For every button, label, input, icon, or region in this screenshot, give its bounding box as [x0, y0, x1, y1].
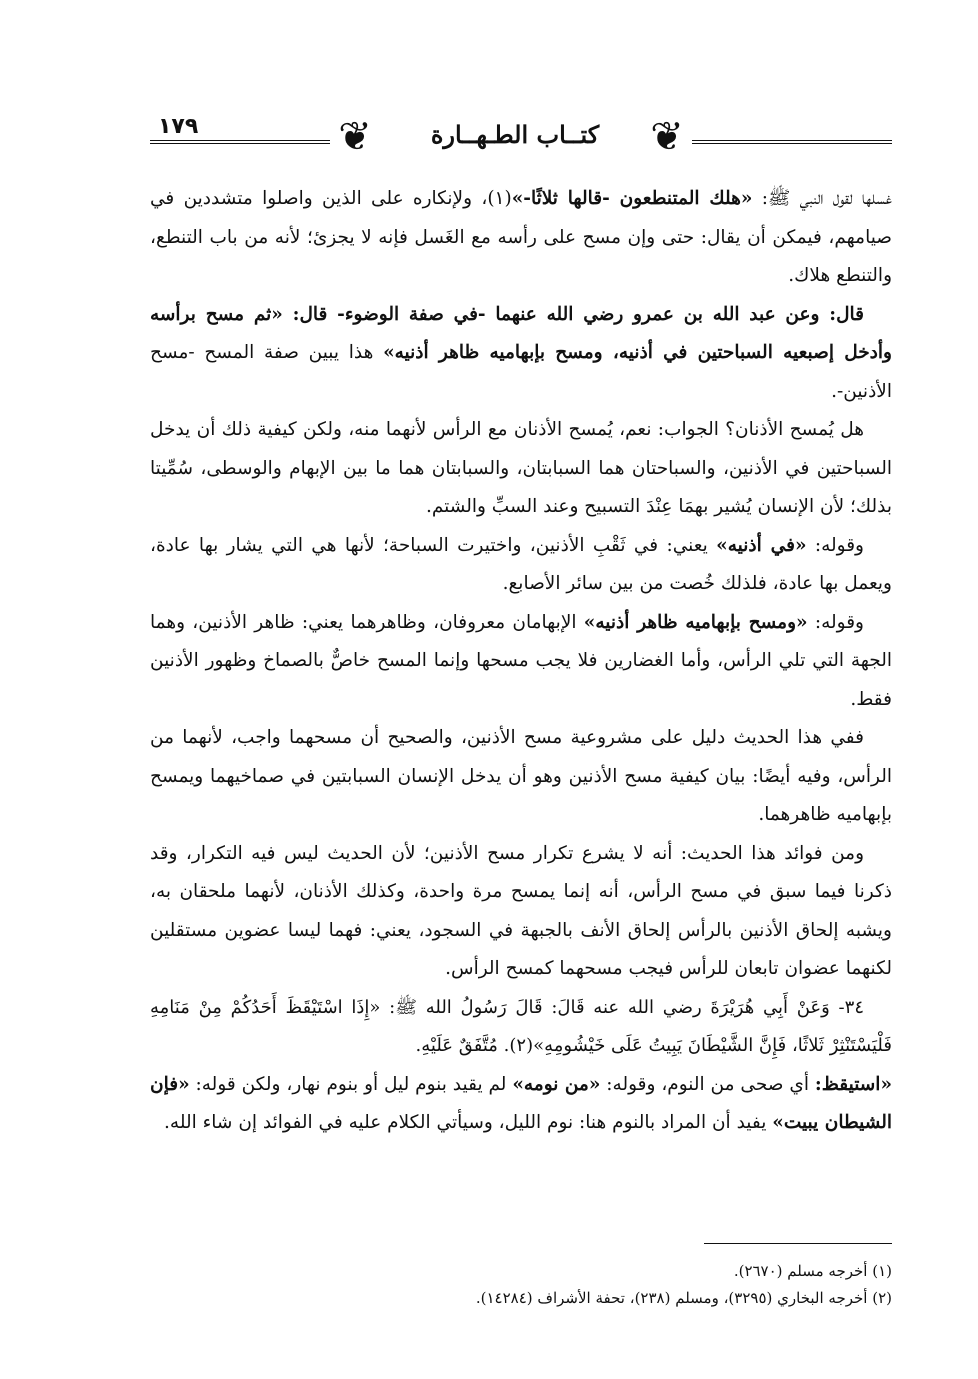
- body-paragraph: [150, 719, 892, 835]
- book-title: كتــاب الطـهــارة: [430, 120, 600, 149]
- header-rule-right: [692, 140, 892, 144]
- body-paragraph: [150, 527, 892, 604]
- paragraph-text: ٣٤- وَعَنْ أَبِي هُرَيْرَةَ رضي الله عنه قَالَ: قَالَ رَسُولُ الله ﷺ: «إِذَا اسْتَيْقَظَ أَحَدُكُمْ مِنْ مَنَامِهِ فَلْيَسْتَنْثِرْ ثَلاثًا، فَإِنَّ الشَّيْطَانَ يَبِيتُ عَلَى خَيْشُومِهِ»(٢). مُتَّفَقٌ عَلَيْهِ.: [150, 996, 892, 1056]
- paragraph-text: هل يُمسح الأذنان؟ الجواب: نعم، يُمسح الأذنان مع الرأس لأنهما منه، ولكن كيفية ذلك أن يدخل السباحتين في الأذنين، والسباحتان هما السبابتان، والسبابتان هما ما بين الإبهام والوسطى، سُمِّيتا بذلك؛ لأن الإنسان يُشير بهمَا عِنْدَ التسبيح وعند السبِّ والشتم.: [150, 419, 892, 517]
- footnotes: [150, 1258, 892, 1312]
- paragraph-text: لم يقيد بنوم ليل أو بنوم نهار، ولكن قوله:: [189, 1073, 513, 1095]
- page-number: ١٧٩: [158, 114, 199, 139]
- header-rule-left: [150, 140, 330, 144]
- body-paragraph: [150, 411, 892, 527]
- quoted-text: قال: وعن عبد الله بن عمرو رضي الله عنهما -في صفة الوضوء- قال: «ثم مسح برأسه وأدخل إصبعيه السباحتين في أذنيه، ومسح بإبهاميه ظاهر أذنيه»: [150, 303, 892, 363]
- paragraph-text: يفيد أن المراد بالنوم هنا: نوم الليل، وسيأتي الكلام عليه في الفوائد إن شاء الله.: [164, 1112, 773, 1133]
- paragraph-text: الإبهامان معروفان، وظاهرهما يعني: ظاهر الأذنين، وهما الجهة التي تلي الرأس، وأما الغضارين فلا يجب مسحها وإنما المسح خاصٌّ بالصماخ وظهور الأذنين فقط.: [150, 611, 892, 710]
- paragraph-text: وقوله:: [807, 611, 864, 633]
- quoted-text: «ومسح بإبهاميه ظاهر أذنيه»: [583, 611, 808, 633]
- quoted-text: «استيقظ:: [814, 1073, 893, 1095]
- body-paragraph: [150, 835, 892, 989]
- quoted-text: «فإن الشيطان يبيت»: [150, 1073, 892, 1133]
- paragraph-text: وقوله:: [806, 534, 864, 556]
- paragraph-text: ففي هذا الحديث دليل على مشروعية مسح الأذنين، والصحيح أن مسحهما واجب، لأنهما من الرأس، وفيه أيضًا: بيان كيفية مسح الأذنين وهو أن يدخل الإنسان السبابتين في صماخيهما ويمسح بإبهاميه ظاهرهما.: [150, 727, 892, 825]
- hadith-paragraph: [150, 989, 892, 1066]
- body-paragraph: [150, 180, 892, 296]
- body-paragraph: [150, 1066, 892, 1143]
- floral-ornament-icon: ❦: [650, 114, 684, 160]
- footnote-divider: [704, 1243, 892, 1244]
- paragraph-text: يعني: في ثَقْبِ الأذنين، واختيرت السباحة؛ لأنها هي التي يشار بها عادة، ويعمل بها عادة، فلذلك خُصت من بين سائر الأصابع.: [150, 534, 892, 594]
- page-header: [150, 112, 892, 162]
- body-paragraph: [150, 296, 892, 412]
- paragraph-text: (١)، ولإنكاره على الذين واصلوا متشددين في صيامهم، فيمكن أن يقال: حتى وإن مسح على رأسه مع الغَسل فإنه لا يجزئ؛ لأنه من باب التنطع، والتنطع هلاك.: [150, 188, 892, 286]
- paragraph-text: غسلها لقول النبي ﷺ:: [752, 188, 892, 209]
- footnote-1: (١) أخرجه مسلم (٢٦٧٠).: [733, 1262, 892, 1280]
- quoted-text: «في أذنيه»: [716, 534, 807, 556]
- quoted-text: «هلك المتنطعون -قالها ثلاثًا-»: [511, 188, 753, 209]
- floral-ornament-icon: ❦: [338, 114, 372, 160]
- main-text: [150, 180, 892, 1143]
- body-paragraph: [150, 604, 892, 720]
- paragraph-text: ومن فوائد هذا الحديث: أنه لا يشرع تكرار مسح الأذنين؛ لأن الحديث ليس فيه التكرار، وقد ذكرنا فيما سبق في مسح الرأس، أنه إنما يمسح مرة واحدة، وكذلك الأذنان، لأنهما ملحقان به، ويشبه إلحاق الأذنين بالرأس إلحاق الأنف بالجبهة في السجود، يعني: فهما ليسا عضوين مستقلين لكنهما عضوان تابعان للرأس فيجب مسحهما كمسح الرأس.: [150, 842, 892, 979]
- paragraph-text: هذا يبين صفة المسح -مسح الأذنين-.: [150, 342, 892, 402]
- paragraph-text: أي صحى من النوم، وقوله:: [600, 1073, 815, 1095]
- quoted-text: «من نومه»: [512, 1073, 601, 1095]
- footnote-2: (٢) أخرجه البخاري (٣٢٩٥)، ومسلم (٢٣٨)، تحفة الأشراف (١٤٢٨٤).: [475, 1289, 892, 1307]
